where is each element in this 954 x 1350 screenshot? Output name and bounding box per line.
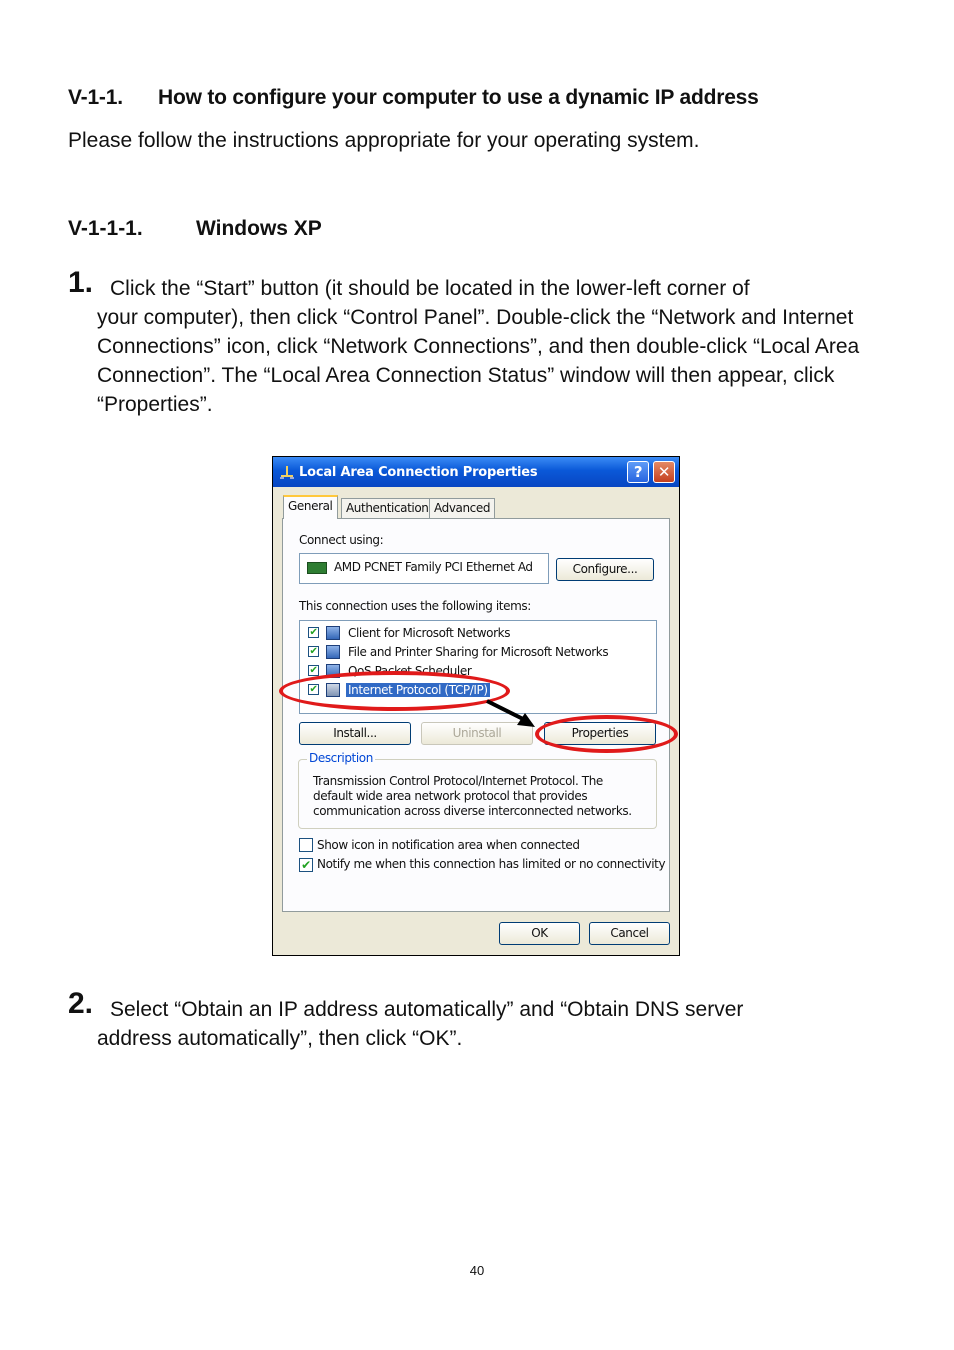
- notify-label: Notify me when this connection has limited or no connectivity: [317, 857, 666, 871]
- item-label: File and Printer Sharing for Microsoft Networks: [348, 645, 609, 659]
- step-1: [68, 266, 888, 419]
- arrow-icon: [273, 457, 679, 955]
- item-label: QoS Packet Scheduler: [348, 664, 472, 678]
- subsection-number: V-1-1-1.: [68, 217, 143, 240]
- step-text-first: Click the “Start” button (it should be located in the lower-left corner of: [110, 277, 750, 300]
- tab-advanced[interactable]: Advanced: [429, 498, 495, 518]
- show-icon-label: Show icon in notification area when connected: [317, 838, 580, 852]
- items-label: This connection uses the following items:: [299, 599, 531, 613]
- step-text-first: Select “Obtain an IP address automatically” and “Obtain DNS server: [110, 998, 744, 1021]
- dialog-title: Local Area Connection Properties: [299, 465, 538, 480]
- description-label: Description: [309, 751, 373, 765]
- step-text-rest: address automatically”, then click “OK”.: [97, 1027, 463, 1050]
- step-2: [68, 987, 888, 1053]
- help-button[interactable]: ?: [627, 461, 649, 483]
- section-title: How to configure your computer to use a dynamic IP address: [158, 86, 759, 109]
- properties-dialog: [272, 456, 680, 956]
- section-heading: [68, 86, 759, 110]
- section-number: V-1-1.: [68, 86, 123, 109]
- item-label-selected: Internet Protocol (TCP/IP): [348, 683, 488, 697]
- tab-general[interactable]: General: [283, 495, 338, 519]
- item-checkbox[interactable]: ✔: [309, 627, 318, 638]
- item-checkbox[interactable]: ✔: [309, 665, 318, 676]
- step-number: 2.: [68, 987, 94, 1020]
- tab-authentication[interactable]: Authentication: [341, 498, 434, 518]
- uninstall-button[interactable]: Uninstall: [421, 722, 533, 745]
- subsection-title: Windows XP: [196, 217, 322, 240]
- intro-text: Please follow the instructions appropriate for your operating system.: [68, 129, 700, 152]
- connect-using-label: Connect using:: [299, 533, 384, 547]
- cancel-button[interactable]: Cancel: [589, 922, 670, 945]
- notify-checkbox[interactable]: ✔: [299, 858, 313, 872]
- ok-button[interactable]: OK: [499, 922, 580, 945]
- close-button[interactable]: ✕: [653, 461, 675, 483]
- step-text-rest: your computer), then click “Control Panel”. Double-click the “Network and Internet Connections” icon, click “Network Connections”, and then double-click “Local Area Connection”. The “Local Area Connection Status” window will then appear, click “Properties”.: [97, 306, 860, 416]
- page-number: 40: [469, 1263, 485, 1278]
- item-checkbox[interactable]: ✔: [309, 646, 318, 657]
- item-checkbox[interactable]: ✔: [309, 684, 318, 695]
- adapter-name: AMD PCNET Family PCI Ethernet Ad: [334, 560, 533, 574]
- subsection-heading: [68, 217, 322, 241]
- description-text: Transmission Control Protocol/Internet Protocol. The default wide area network protocol that provides communication across diverse interconnected networks.: [313, 774, 632, 818]
- item-label: Client for Microsoft Networks: [348, 626, 511, 640]
- configure-button[interactable]: Configure...: [556, 558, 654, 581]
- properties-button[interactable]: Properties: [544, 722, 656, 745]
- step-number: 1.: [68, 266, 94, 299]
- install-button[interactable]: Install...: [299, 722, 411, 745]
